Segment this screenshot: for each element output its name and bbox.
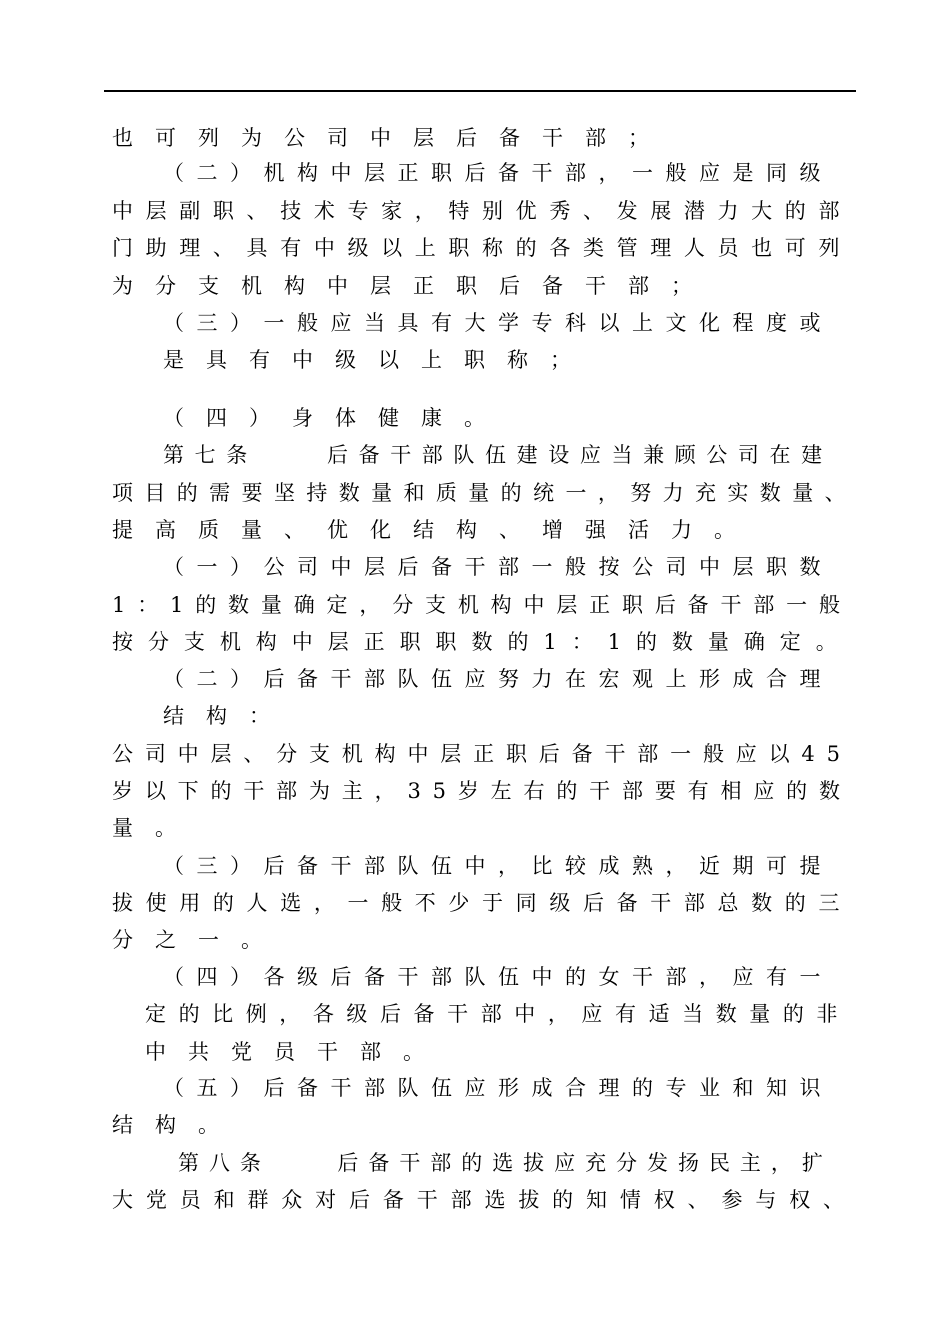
text-line: 项目的需要坚持数量和质量的统一，努力充实数量、 xyxy=(112,481,857,505)
text-line: 是具有中级以上职称； xyxy=(163,348,593,372)
text-line: 定的比例，各级后备干部中，应有适当数量的非 xyxy=(145,1002,850,1026)
text-line: 中层副职、技术专家，特别优秀、发展潜力大的部 xyxy=(112,199,853,223)
text-line: （四）各级后备干部队伍中的女干部，应有一 xyxy=(163,965,833,989)
text-line: 第八条 后备干部的选拔应充分发扬民主，扩 xyxy=(178,1151,833,1175)
text-line: 拔使用的人选，一般不少于同级后备干部总数的三 xyxy=(112,891,853,915)
text-line: 提高质量、优化结构、增强活力。 xyxy=(112,518,757,542)
text-line: （三）一般应当具有大学专科以上文化程度或 xyxy=(163,311,833,335)
text-line: （五）后备干部队伍应形成合理的专业和知识 xyxy=(163,1076,833,1100)
text-line: 也可列为公司中层后备干部； xyxy=(112,126,671,150)
text-line: 第七条 后备干部队伍建设应当兼顾公司在建 xyxy=(163,443,833,467)
text-line: 结构： xyxy=(163,704,292,728)
text-line: 岁以下的干部为主，35岁左右的干部要有相应的数 xyxy=(112,779,852,803)
text-line: 门助理、具有中级以上职称的各类管理人员也可列 xyxy=(112,236,853,260)
text-line: 中共党员干部。 xyxy=(145,1040,446,1064)
text-line: （三）后备干部队伍中，比较成熟，近期可提 xyxy=(163,854,833,878)
text-line: 按分支机构中层正职职数的1：1的数量确定。 xyxy=(112,630,852,654)
text-line: 为分支机构中层正职后备干部； xyxy=(112,274,714,298)
text-line: 结构。 xyxy=(112,1113,241,1137)
text-line: （一）公司中层后备干部一般按公司中层职数 xyxy=(163,555,833,579)
text-line: 分之一。 xyxy=(112,928,284,952)
text-line: （四）身体健康。 xyxy=(163,406,507,430)
text-line: 公司中层、分支机构中层正职后备干部一般应以45 xyxy=(112,742,852,766)
text-line: （二）机构中层正职后备干部，一般应是同级 xyxy=(163,161,833,185)
text-line: 1：1的数量确定，分支机构中层正职后备干部一般 xyxy=(112,593,852,617)
text-line: 量。 xyxy=(112,816,198,840)
header-rule xyxy=(104,90,856,92)
text-line: 大党员和群众对后备干部选拔的知情权、参与权、 xyxy=(112,1188,857,1212)
text-line: （二）后备干部队伍应努力在宏观上形成合理 xyxy=(163,667,833,691)
